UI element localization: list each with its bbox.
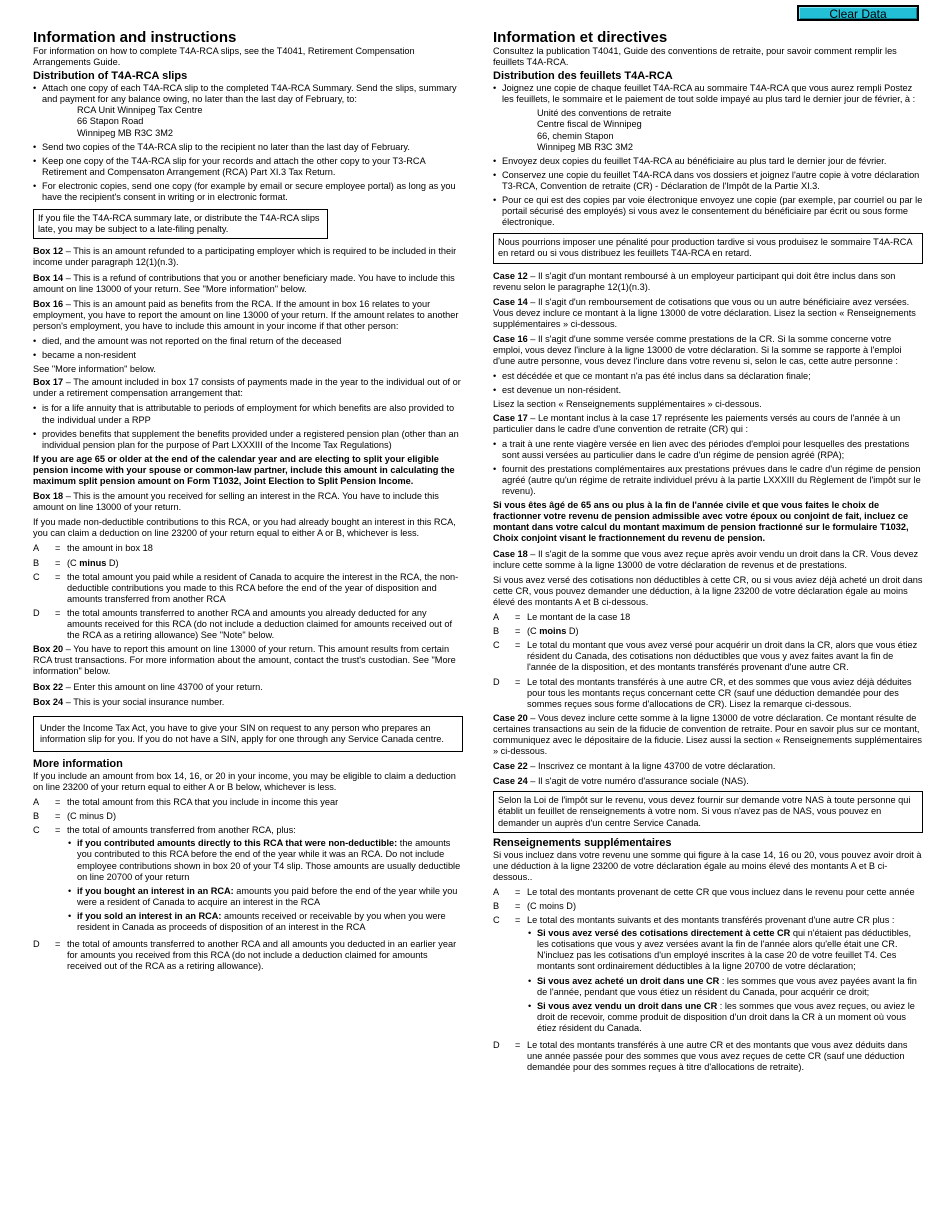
more-info-definitions-fr: A = Le total des montants provenant de cette CR que vous incluez dans le revenu pour cette année B = (C moins D) C = Le total des montants suivants et des montants transférés provenant d'une autre CR plus : • Si vous avez versé des cotisations directement à cette CR qui n'étaient pas déductibles, les cotisations que vous y avez versées avant la fin de l'année alors qu'elle était une CR. N'incluez pas les cotisations d'un employé inscrites à la case 20 de votre feuillet T4. Ces montants sont ordinairement déductibles à la ligne 20700 de votre déclaration; • Si vous avez acheté un droit dans une CR : les sommes que vous avez payées avant la fin de l'année, pendant que vous étiez un résident du Canada, pour acquérir ce droit; • Si vous avez vendu un droit dans une CR : les sommes que vous avez reçues, ou aviez le droit de recevoir, comme produit de disposition d'un droit dans la CR à un moment où vous étiez résident du Canada. D = Le total des montants transférés à une autre CR et des montants que vous avez déduits dans une année passée pour des sommes que vous avez reçues de cette CR (sauf une déduction demandée pour des sommes reçues à titre d'allocations de retraite).	[493, 887, 923, 1073]
box-12-info: Box 12 – This is an amount refunded to a participating employer which is required to be included in their income under paragraph 12(1)(n.3).	[33, 246, 457, 268]
distribution-heading-en: Distribution of T4A-RCA slips	[33, 70, 188, 83]
box-24-info: Box 24 – This is your social insurance number.	[33, 696, 225, 707]
list-item: • is for a life annuity that is attributable to periods of employment for which benefits are also provided to the individual under a RPP	[33, 403, 463, 425]
list-item: • est devenue un non-résident.	[493, 385, 923, 396]
case-17-list	[493, 439, 923, 497]
list-item: • Envoyez deux copies du feuillet T4A-RCA au bénéficiaire au plus tard le dernier jour de février.	[493, 156, 923, 167]
see-more-note-fr: Lisez la section « Renseignements supplémentaires » ci-dessous.	[493, 399, 762, 410]
list-item: • provides benefits that supplement the benefits provided under a registered pension plan (other than an individual pension plan for the purpose of Part LXXXIII of the Income Tax Regulations)	[33, 429, 463, 451]
list-item: • died, and the amount was not reported on the final return of the deceased	[33, 336, 463, 347]
definition-b: B = (C minus D)	[33, 557, 119, 568]
more-info-heading-en: More information	[33, 757, 123, 770]
late-penalty-notice-en: If you file the T4A-RCA summary late, or distribute the T4A-RCA slips late, you may be subject to a late-filing penalty.	[33, 209, 328, 239]
distribution-list-en	[33, 83, 463, 203]
more-info-definitions-en: A = the total amount from this RCA that you include in income this year B = (C minus D) C = the total of amounts transferred from another RCA, plus: • if you contributed amounts directly to this RCA that were non-deductible: the amounts you contributed to this RCA before the end of the year while it was an RCA. Do not include employee contributions shown in box 20 of your T4 slip. Those amounts are usually deductible on line 20700 of your return • if you bought an interest in an RCA: amounts you paid before the end of the year while you were a resident of Canada to acquire an interest in the RCA • if you sold an interest in an RCA: amounts received or receivable by you when you were resident in Canada as proceeds of disposition of an interest in the RCA D = the total of amounts transferred to another RCA and all amounts you deducted in an earlier year for amounts you received from this RCA (do not include a deduction claimed for amounts received out of the RCA as a retiring allowance).	[33, 797, 463, 972]
definition-b: B = (C moins D)	[493, 626, 579, 637]
list-item: • if you contributed amounts directly to this RCA that were non-deductible: the amounts you contributed to this RCA before the end of the year while it was an RCA. Do not include employee contributions shown in box 20 of your T4 slip. Those amounts are usually deductible on line 20700 of your return	[67, 838, 463, 882]
intro-fr: Consultez la publication T4041, Guide des conventions de retraite, pour savoir comment remplir les feuillets T4A-RCA.	[493, 46, 897, 68]
list-item: • For electronic copies, send one copy (for example by email or secure employee portal) as long as you have the recipient's consent in writing or in electronic format.	[33, 181, 463, 203]
list-item: • if you bought an interest in an RCA: amounts you paid before the end of the year while you were a resident of Canada to acquire an interest in the RCA	[67, 886, 463, 908]
distribution-heading-fr: Distribution des feuillets T4A-RCA	[493, 70, 673, 83]
late-penalty-notice-fr: Nous pourrions imposer une pénalité pour production tardive si vous produisez le sommaire T4A-RCA en retard ou si vous distribuez les feuillets T4A-RCA en retard.	[493, 233, 923, 263]
case-18-deduction-para: Si vous avez versé des cotisations non déductibles à cette CR, ou si vous aviez déjà acheté un droit dans cette CR, vous pouvez demander une déduction, à la ligne 23200 de votre déclaration égale au moins élevé des montants A et B ci-dessous.	[493, 574, 923, 607]
case-20-info: Case 20 – Vous devez inclure cette somme à la ligne 13000 de votre déclaration. Ce montant résulte de certaines transactions au sein de la fiducie de convention de retraite. Pour en savoir plus sur ce montant, communiquez avec le dépositaire de la fiducie. Lisez aussi la section « Renseignements supplémentaires » ci-dessous.	[493, 712, 922, 757]
list-item: • Si vous avez vendu un droit dans une CR : les sommes que vous avez reçues, ou aviez le droit de recevoir, comme produit de disposition d'un droit dans la CR à un moment où vous étiez résident du Canada.	[527, 1001, 923, 1034]
list-item: • fournit des prestations complémentaires aux prestations prévues dans le cadre d'un régime de pension agréé (autre qu'un régime de retraite individuel prévu à la partie LXXXIII du Règlement de l'impôt sur le revenu).	[493, 464, 923, 497]
list-item: • Attach one copy of each T4A-RCA slip to the completed T4A-RCA Summary. Send the slips, summary and payment for any balance owing, no later than the last day of February, to: RCA Unit Winnipeg Tax Centre 66 Stapon Road Winnipeg MB R3C 3M2	[33, 83, 463, 138]
mailing-address-fr: Unité des conventions de retraite Centre fiscal de Winnipeg 66, chemin Stapon Winnipeg MB R3C 3M2	[537, 108, 672, 152]
box-14-info: Box 14 – This is a refund of contributions that you or another beneficiary made. You have to include this amount on line 13000 of your return. See "More information" below.	[33, 272, 455, 294]
definition-c: C = Le total du montant que vous avez versé pour acquérir un droit dans la CR, alors que vous étiez résident du Canada, des cotisations non déductibles que vous y avez faites avant la fin de l'année de la disposition, et des montants transférés provenant d'une autre CR.	[493, 640, 918, 673]
case-17-info: Case 17 – Le montant inclus à la case 17 représente les paiements versés au cours de l'année à un particulier dans le cadre d'une convention de retraite (CR) qui :	[493, 412, 901, 434]
more-info-heading-fr: Renseignements supplémentaires	[493, 836, 672, 849]
box-16-list	[33, 336, 463, 361]
see-more-note: See "More information" below.	[33, 364, 156, 375]
case-18-info: Case 18 – Il s'agit de la somme que vous avez reçue après avoir vendu un droit dans la CR. Vous devez inclure cette somme à la ligne 13000 de votre déclaration de revenus et de prestations.	[493, 548, 919, 570]
definition-d: D = the total amounts transferred to another RCA and amounts you already deducted for any amounts received for this RCA (do not include a deduction claimed for amounts received out of the RCA as a retiring allowance) See "Note" below.	[33, 607, 453, 641]
more-info-c-list	[67, 838, 463, 933]
case-16-info: Case 16 – Il s'agit d'une somme versée comme prestations de la CR. Si la somme concerne votre emploi, vous devez l'inclure à la ligne 13000 de votre déclaration. Si la somme se rapporte à l'emploi d'une autre personne, vous devez l'inclure dans votre revenu si, selon le cas, cette autre personne :	[493, 333, 902, 367]
list-item: • a trait à une rente viagère versée en lien avec des périodes d'emploi pour lesquelles des prestations sont aussi versées au particulier dans le cadre d'un régime de pension agréé (RPA);	[493, 439, 923, 461]
english-column	[33, 28, 463, 975]
box-20-info: Box 20 – You have to report this amount on line 13000 of your return. This amount results from certain RCA trust transactions. For more information about the amount, contact the trust's custodian. See "More information" below.	[33, 644, 456, 677]
list-item: • Si vous avez versé des cotisations directement à cette CR qui n'étaient pas déductibles, les cotisations que vous y avez versées avant la fin de l'année alors qu'elle était une CR. N'incluez pas les cotisations d'un employé inscrites à la case 20 de votre feuillet T4. Ces montants sont ordinairement déductibles à la ligne 20700 de votre déclaration;	[527, 928, 923, 972]
box-18-info: Box 18 – This is the amount you received for selling an interest in the RCA. You have to include this amount on line 13000 of your return.	[33, 491, 439, 513]
list-item: • if you sold an interest in an RCA: amounts received or receivable by you when you were resident in Canada as proceeds of disposition of an interest in the RCA	[67, 911, 463, 933]
case-16-list	[493, 371, 923, 396]
definition-c: C = the total amount you paid while a resident of Canada to acquire the interest in the RCA, the non-deductible contributions you made to this RCA before the end of the year of disposition and amounts transferred from another RCA	[33, 571, 459, 604]
french-column	[493, 28, 923, 1076]
intro-en: For information on how to complete T4A-RCA slips, see the T4041, Retirement Compensation Arrangements Guide.	[33, 46, 415, 68]
clear-data-button[interactable]: Clear Data	[797, 5, 919, 21]
box-22-info: Box 22 – Enter this amount on line 43700 of your return.	[33, 681, 263, 692]
page-title-en: Information and instructions	[33, 29, 237, 46]
definition-a: A = the amount in box 18	[33, 543, 153, 554]
list-item: • Pour ce qui est des copies par voie électronique envoyez une copie (par exemple, par courriel ou par le portail sécurisé des employés) si vous avez le consentement du bénéficiaire par écrit ou sous forme électronique.	[493, 195, 923, 228]
list-item: • Keep one copy of the T4A-RCA slip for your records and attach the other copy to your T3-RCA Retirement and Compensaton Arrangement (RCA) Part XI.3 Tax Return.	[33, 156, 463, 178]
more-info-para-en: If you include an amount from box 14, 16, or 20 in your income, you may be eligible to claim a deduction on line 23200 of your return equal to either A or B below, whichever is less.	[33, 770, 456, 792]
list-item: • Si vous avez acheté un droit dans une CR : les sommes que vous avez payées avant la fin de l'année, pendant que vous étiez un résident du Canada, pour acquérir ce droit;	[527, 976, 923, 998]
case-18-definitions	[493, 612, 923, 710]
box-18-deduction-para: If you made non-deductible contributions to this RCA, or you had already bought an interest in this RCA, you can claim a deduction on line 23200 of your return equal to either A or B, whichever is less.	[33, 517, 456, 539]
mailing-address-en: RCA Unit Winnipeg Tax Centre 66 Stapon Road Winnipeg MB R3C 3M2	[77, 105, 203, 138]
list-item: • Joignez une copie de chaque feuillet T4A-RCA au sommaire T4A-RCA que vous aurez rempli Postez les feuillets, le sommaire et le paiement de tout solde impayé au plus tard le dernier jour de février, à : Unité des conventions de retraite Centre fiscal de Winnipeg 66, chemin Stapon Winnipeg MB R3C 3M2	[493, 83, 923, 153]
box-16-info: Box 16 – This is an amount paid as benefits from the RCA. If the amount in box 16 relates to your employment, you have to report the amount on line 13000 of your return. If the amount relates to another person's employment, you have to include this amount in your income if that other person:	[33, 298, 459, 331]
more-info-para-fr: Si vous incluez dans votre revenu une somme qui figure à la case 14, 16 ou 20, vous pouvez avoir droit à une déduction à la ligne 23200 de votre déclaration égale au moins élevé des montants A et B ci-dessous..	[493, 849, 922, 882]
more-info-c-list-fr	[527, 928, 923, 1034]
list-item: • became a non-resident	[33, 350, 463, 361]
pension-split-note-en: If you are age 65 or older at the end of the calendar year and are electing to split your eligible pension income with your spouse or common-law partner, include this amount in calculating the maximum split pension amount on Form T1032, Joint Election to Split Pension Income.	[33, 453, 455, 486]
box-18-definitions	[33, 543, 463, 641]
definition-a: A = Le montant de la case 18	[493, 612, 631, 623]
page-title-fr: Information et directives	[493, 29, 668, 46]
case-24-info: Case 24 – Il s'agit de votre numéro d'assurance sociale (NAS).	[493, 776, 749, 787]
list-item: • est décédée et que ce montant n'a pas été inclus dans sa déclaration finale;	[493, 371, 923, 382]
list-item: • Send two copies of the T4A-RCA slip to the recipient no later than the last day of February.	[33, 142, 463, 153]
sin-notice-fr: Selon la Loi de l'impôt sur le revenu, vous devez fournir sur demande votre NAS à toute personne qui établit un feuillet de renseignements à votre nom. Si vous n'avez pas de NAS, vous pouvez en demander un auprès d'un centre Service Canada.	[493, 791, 923, 832]
distribution-list-fr	[493, 83, 923, 228]
box-17-list	[33, 403, 463, 450]
definition-d: D = Le total des montants transférés à une autre CR, et des sommes que vous aviez déjà déduites pour tous les montants reçus concernant cette CR (sauf une déduction demandée pour des sommes reçues sous forme d'allocations de CR). Lisez la remarque ci-dessous.	[493, 676, 912, 709]
case-14-info: Case 14 – Il s'agit d'un remboursement de cotisations que vous ou un autre bénéficiaire avez versées. Vous devez inclure ce montant à la ligne 13000 de votre déclaration. Lisez la section « Renseignements supplémentaires » ci-dessous.	[493, 296, 916, 329]
sin-notice-en: Under the Income Tax Act, you have to give your SIN on request to any person who prepares an information slip for you. If you do not have a SIN, apply for one through any Service Canada centre.	[33, 716, 463, 752]
pension-split-note-fr: Si vous êtes âgé de 65 ans ou plus à la fin de l'année civile et que vous faites le choix de fractionner votre revenu de pension admissible avec votre époux ou conjoint de fait, incluez ce montant dans votre calcul du montant maximum de pension fractionné sur le formulaire T1032, Choix conjoint visant le fractionnement du revenu de pension.	[493, 500, 909, 544]
list-item: • Conservez une copie du feuillet T4A-RCA dans vos dossiers et joignez l'autre copie à votre déclaration T3-RCA, Convention de retraite (CR) - Déclaration de l'Impôt de la Partie XI.3.	[493, 170, 923, 192]
case-22-info: Case 22 – Inscrivez ce montant à la ligne 43700 de votre déclaration.	[493, 761, 776, 772]
case-12-info: Case 12 – Il s'agit d'un montant remboursé à un employeur participant qui doit être inclus dans son revenu selon le paragraphe 12(1)(n.3).	[493, 270, 896, 292]
box-17-info: Box 17 – The amount included in box 17 consists of payments made in the year to the individual out of or under a retirement compensation arrangement that:	[33, 377, 461, 399]
